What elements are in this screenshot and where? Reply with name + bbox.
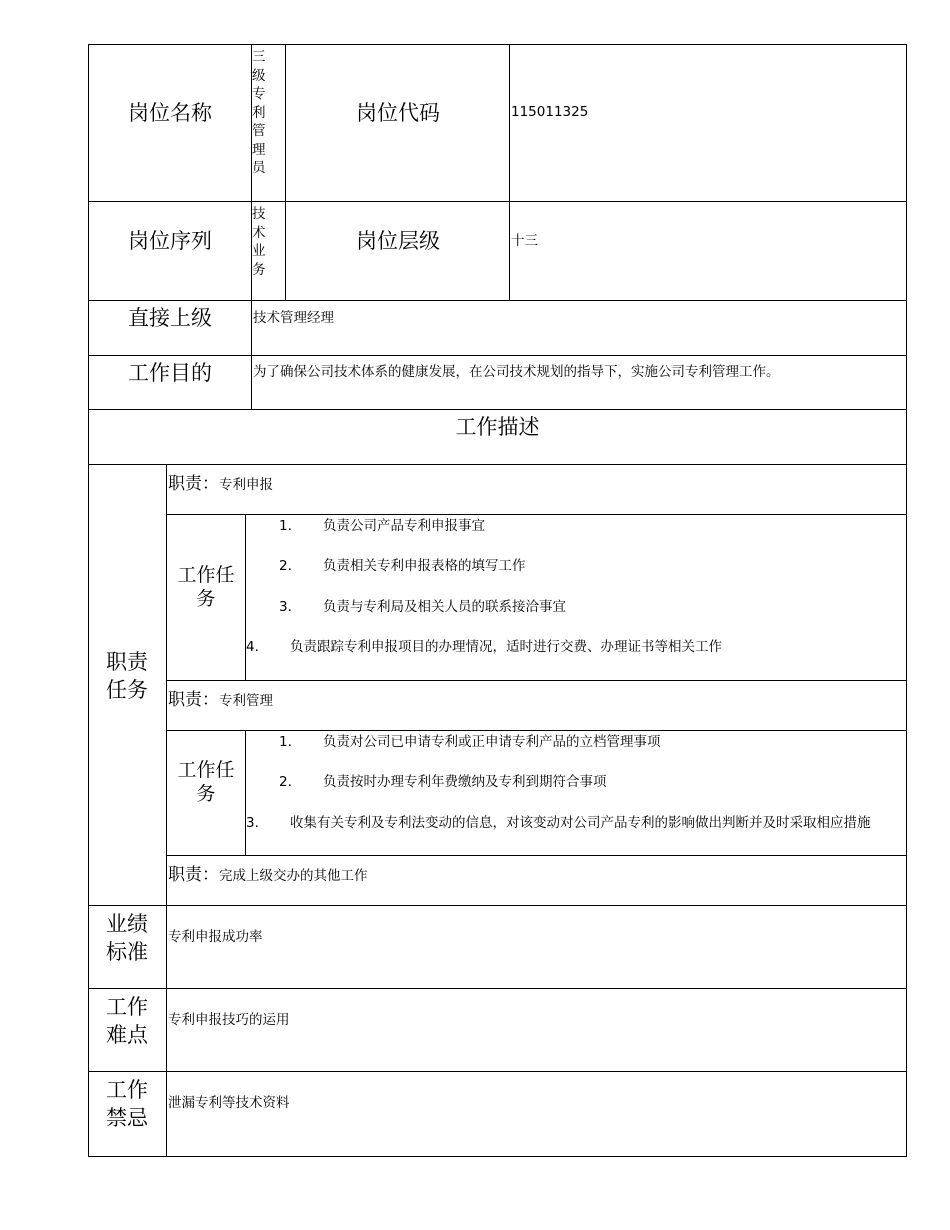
- responsibility-prefix: 职责: [168, 690, 202, 710]
- purpose-value: 为了确保公司技术体系的健康发展，在公司技术规划的指导下，实施公司专利管理工作。: [253, 364, 780, 380]
- responsibility-title: 专利管理: [219, 693, 273, 709]
- post-name-value: 三级专利管理员: [252, 49, 266, 176]
- responsibility-prefix: 职责: [168, 865, 202, 885]
- post-code-label: 岗位代码: [356, 101, 440, 125]
- superior-label: 直接上级: [128, 306, 212, 330]
- responsibility-prefix: 职责: [168, 474, 202, 494]
- row-divider: [88, 409, 907, 410]
- row-divider: [88, 300, 907, 301]
- taboo-value: 泄漏专利等技术资料: [168, 1095, 290, 1111]
- col-divider: [509, 44, 510, 301]
- row-divider: [166, 730, 907, 731]
- task-item: 3. 负责与专利局及相关人员的联系接洽事宜: [279, 599, 566, 615]
- taboo-label: 工作禁忌: [106, 1078, 148, 1130]
- responsibility-header: 职责：专利申报: [168, 474, 273, 494]
- task-item: 1. 负责对公司已申请专利或正申请专利产品的立档管理事项: [279, 734, 661, 750]
- row-divider: [88, 905, 907, 906]
- responsibility-title: 完成上级交办的其他工作: [219, 868, 368, 884]
- responsibility-header: 职责：完成上级交办的其他工作: [168, 865, 368, 885]
- responsibility-title: 专利申报: [219, 477, 273, 493]
- row-divider: [88, 988, 907, 989]
- description-title: 工作描述: [455, 415, 540, 439]
- performance-value: 专利申报成功率: [168, 929, 263, 945]
- task-item: 4. 负责跟踪专利申报项目的办理情况，适时进行交费、办理证书等相关工作: [246, 639, 722, 655]
- post-level-value: 十三: [511, 233, 538, 249]
- row-divider: [166, 855, 907, 856]
- post-sequence-label: 岗位序列: [128, 229, 212, 253]
- row-divider: [166, 514, 907, 515]
- post-name-label: 岗位名称: [128, 101, 212, 125]
- post-level-label: 岗位层级: [356, 229, 440, 253]
- task-label: 工作任务: [177, 759, 235, 805]
- task-item: 3. 收集有关专利及专利法变动的信息，对该变动对公司产品专利的影响做出判断并及时采取相应措施: [246, 815, 871, 831]
- row-divider: [166, 680, 907, 681]
- responsibility-header: 职责：专利管理: [168, 690, 273, 710]
- post-code-value: 115011325: [511, 104, 589, 120]
- row-divider: [88, 355, 907, 356]
- col-divider: [285, 44, 286, 301]
- post-sequence-value: 技术业务: [252, 206, 266, 278]
- row-divider: [88, 464, 907, 465]
- performance-label: 业绩标准: [106, 912, 148, 964]
- task-item: 1. 负责公司产品专利申报事宜: [279, 518, 485, 534]
- purpose-label: 工作目的: [128, 361, 212, 385]
- task-item: 2. 负责按时办理专利年费缴纳及专利到期符合事项: [279, 774, 607, 790]
- difficulty-value: 专利申报技巧的运用: [168, 1012, 290, 1028]
- task-label: 工作任务: [177, 564, 235, 610]
- row-divider: [88, 201, 907, 202]
- row-divider: [88, 1071, 907, 1072]
- duties-label: 职责任务: [106, 650, 148, 702]
- difficulty-label: 工作难点: [106, 995, 148, 1047]
- task-item: 2. 负责相关专利申报表格的填写工作: [279, 558, 526, 574]
- superior-value: 技术管理经理: [253, 310, 334, 326]
